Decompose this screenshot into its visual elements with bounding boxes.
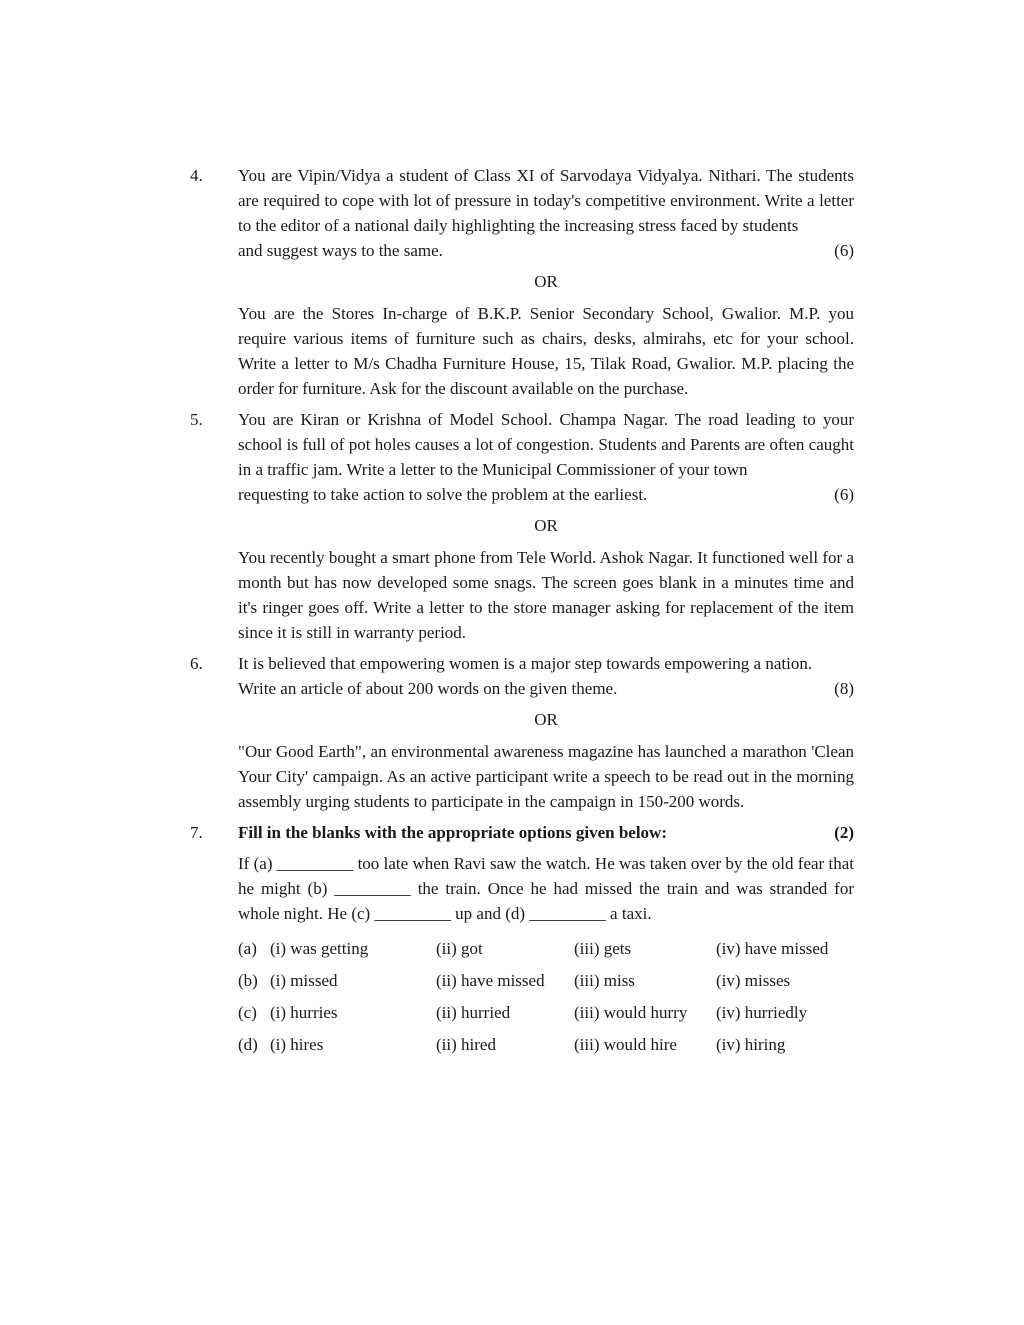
question-text: You are Kiran or Krishna of Model School. Champa Nagar. The road leading to your school is full of pot holes causes a lot of congestion. Students and Parents are often caught in a traffic jam. Write a letter to the Municipal Commissioner of your town <box>238 410 854 479</box>
option-choice: (iii) would hire <box>574 1034 677 1054</box>
option-choice: (iv) hurriedly <box>716 1002 808 1022</box>
option-row <box>238 964 854 996</box>
question-6 <box>190 651 854 820</box>
question-last-line <box>238 676 854 701</box>
option-row <box>238 996 854 1028</box>
or-separator: OR <box>534 710 558 729</box>
marks: (8) <box>834 679 854 698</box>
or-separator: OR <box>534 516 558 535</box>
option-choice: (i) missed <box>270 970 338 990</box>
marks: (2) <box>834 823 854 842</box>
marks: (6) <box>834 241 854 260</box>
question-body <box>238 407 854 651</box>
question-body <box>238 651 854 820</box>
question-body <box>238 820 854 1060</box>
question-last-line <box>238 482 854 507</box>
question-last-line <box>238 238 854 263</box>
option-choice: (iv) hiring <box>716 1034 786 1054</box>
question-number: 5. <box>190 410 203 429</box>
option-choice: (iii) gets <box>574 938 632 958</box>
option-choice: (ii) hired <box>436 1034 496 1054</box>
alternative-question-text: You are the Stores In-charge of B.K.P. Senior Secondary School, Gwalior. M.P. you require various items of furniture such as chairs, desks, almirahs, etc for your school. Write a letter to M/s Chadha Furniture House, 15, Tilak Road, Gwalior. M.P. placing the order for furniture. Ask for the discount available on the purchase. <box>238 304 854 398</box>
option-choice: (ii) got <box>436 938 483 958</box>
question-body <box>238 163 854 407</box>
option-choice: (iii) miss <box>574 970 635 990</box>
option-choice: (i) hurries <box>270 1002 338 1022</box>
option-letter: (b) <box>238 970 258 990</box>
option-row <box>238 1028 854 1060</box>
question-text: You are Vipin/Vidya a student of Class XI of Sarvodaya Vidyalya. Nithari. The students are required to cope with lot of pressure in today's competitive environment. Write a letter to the editor of a national daily highlighting the increasing stress faced by students <box>238 166 854 235</box>
exam-page <box>190 163 854 1060</box>
question-text-end: requesting to take action to solve the problem at the earliest. <box>238 485 648 504</box>
option-choice: (ii) have missed <box>436 970 545 990</box>
fill-blanks-passage: If (a) _________ too late when Ravi saw the watch. He was taken over by the old fear that he might (b) _________ the train. Once he had missed the train and was stranded for whole night. He (c) _________ up and (d) _________ a taxi. <box>238 854 854 923</box>
option-letter: (d) <box>238 1034 258 1054</box>
question-5 <box>190 407 854 651</box>
option-choice: (i) hires <box>270 1034 324 1054</box>
question-text-end: Write an article of about 200 words on the given theme. <box>238 679 618 698</box>
option-letter: (c) <box>238 1002 257 1022</box>
option-choice: (iv) misses <box>716 970 791 990</box>
question-text: It is believed that empowering women is a major step towards empowering a nation. <box>238 654 813 673</box>
question-4 <box>190 163 854 407</box>
question-number: 6. <box>190 654 203 673</box>
option-choice: (iii) would hurry <box>574 1002 688 1022</box>
option-choice: (i) was getting <box>270 938 369 958</box>
or-separator: OR <box>534 272 558 291</box>
option-choice: (ii) hurried <box>436 1002 511 1022</box>
marks: (6) <box>834 485 854 504</box>
option-row <box>238 932 854 964</box>
option-choice: (iv) have missed <box>716 938 829 958</box>
option-letter: (a) <box>238 938 257 958</box>
question-heading-line <box>238 820 854 845</box>
question-text-end: and suggest ways to the same. <box>238 241 443 260</box>
question-number: 7. <box>190 823 203 842</box>
question-number: 4. <box>190 166 203 185</box>
options-table <box>238 932 854 1060</box>
alternative-question-text: You recently bought a smart phone from Tele World. Ashok Nagar. It functioned well for a month but has now developed some snags. The screen goes blank in a minutes time and it's ringer goes off. Write a letter to the store manager asking for replacement of the item since it is still in warranty period. <box>238 548 854 642</box>
question-7 <box>190 820 854 1060</box>
alternative-question-text: "Our Good Earth", an environmental awareness magazine has launched a marathon 'Clean Your City' campaign. As an active participant write a speech to be read out in the morning assembly urging students to participate in the campaign in 150-200 words. <box>238 742 854 811</box>
question-heading: Fill in the blanks with the appropriate options given below: <box>238 823 667 842</box>
